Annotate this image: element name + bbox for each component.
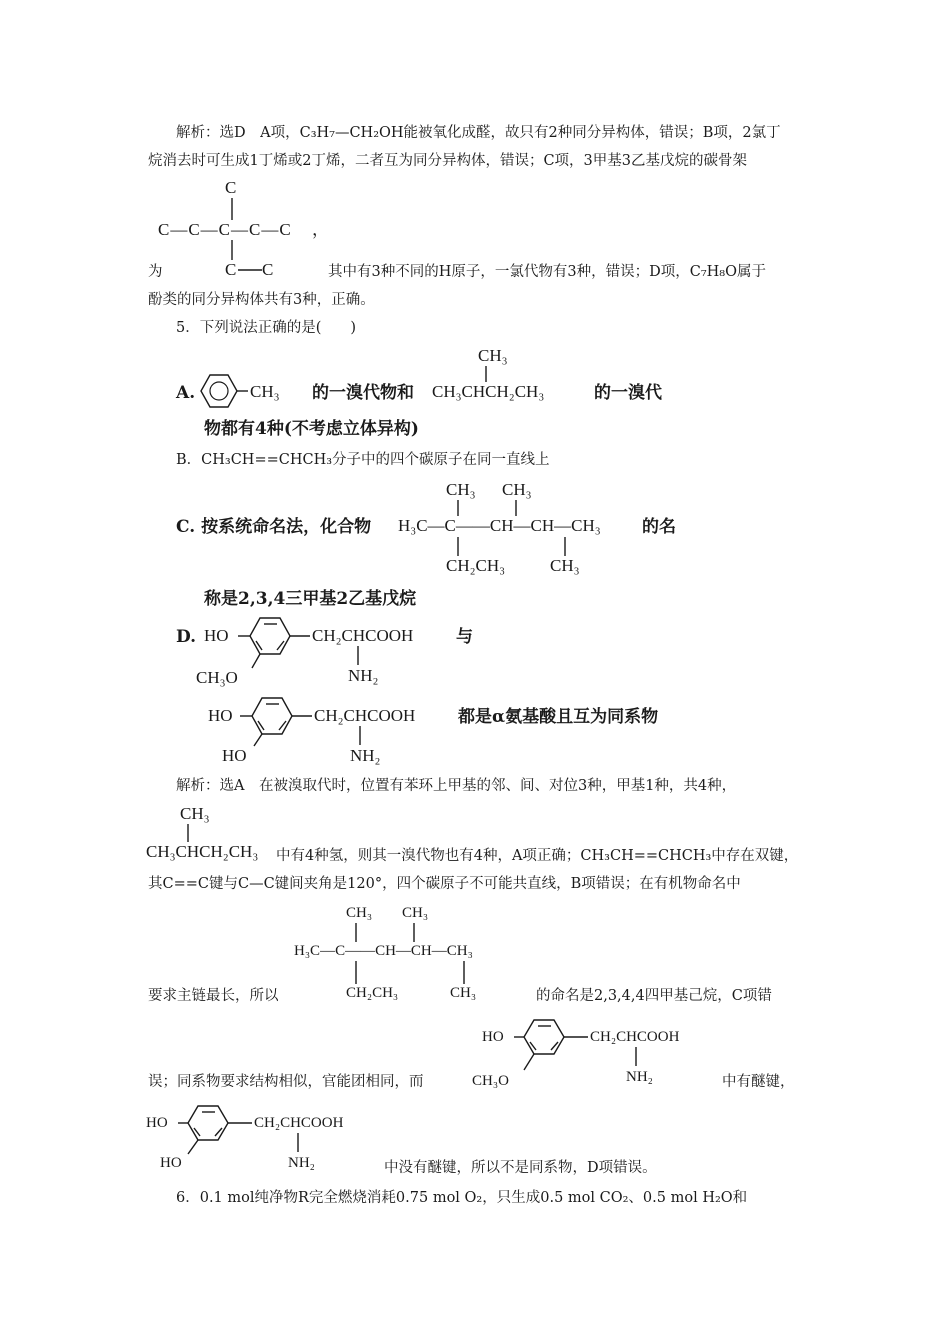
option-d-nh2: NH₂ xyxy=(348,666,379,685)
question5-stem: 5．下列说法正确的是( ) xyxy=(176,320,357,336)
option-a-ch3: CH₃ xyxy=(250,382,280,401)
option-d2-text: 都是α氨基酸且互为同系物 xyxy=(458,707,659,727)
analysis5-line4a: 要求主链最长，所以 xyxy=(148,988,279,1004)
analysis5-chain: CH₃CHCH₂CH₃ xyxy=(146,842,259,861)
option-c-main-chain: H₃C—C——CH—CH—CH₃ xyxy=(398,516,601,535)
option-c-line2: 称是2,3,4三甲基2乙基戊烷 xyxy=(204,589,417,609)
option-b: B．CH₃CH==CHCH₃分子中的四个碳原子在同一直线上 xyxy=(176,452,550,468)
analysis5-d1-ho: HO xyxy=(482,1029,504,1045)
option-d2-ho2: HO xyxy=(222,746,247,765)
analysis5-d2-nh2: NH₂ xyxy=(288,1155,315,1171)
option-a-mid: 的一溴代物和 xyxy=(312,383,414,403)
skeleton-bottom-c1: C xyxy=(225,260,237,279)
analysis5-struct-top-ch3-2: CH₃ xyxy=(402,905,429,921)
option-a-label: A. xyxy=(176,383,196,403)
option-c-post: 的名 xyxy=(642,517,676,537)
analysis5-d1-och3: CH₃O xyxy=(472,1073,509,1089)
option-a-chain: CH₃CHCH₂CH₃ xyxy=(432,382,545,401)
analysis5-top-ch3: CH₃ xyxy=(180,804,210,823)
option-d2-chain: CH₂CHCOOH xyxy=(314,706,416,725)
analysis5-d2-ho: HO xyxy=(146,1115,168,1131)
analysis5-line4b: 的命名是2,3,4,4四甲基己烷，C项错 xyxy=(536,988,772,1004)
option-d2-nh2: NH₂ xyxy=(350,746,381,765)
skeleton-comma: ， xyxy=(312,220,329,239)
analysis5-struct-bottom-ch2ch3: CH₂CH₃ xyxy=(346,985,399,1001)
analysis5-line2: 中有4种氢，则其一溴代物也有4种，A项正确；CH₃CH==CHCH₃中存在双键， xyxy=(276,848,799,864)
analysis4-line2: 烷消去时可生成1丁烯或2丁烯，二者互为同分异构体，错误；C项，3甲基3乙基戊烷的碳骨架 xyxy=(148,153,747,169)
analysis5-d2-chain: CH₂CHCOOH xyxy=(254,1115,344,1131)
skeleton-main-row: C—C—C—C—C xyxy=(158,220,292,239)
option-d-och3: CH₃O xyxy=(196,668,238,687)
option-a-top-ch3: CH₃ xyxy=(478,346,508,365)
analysis5-d1-nh2: NH₂ xyxy=(626,1069,653,1085)
option-c-bottom-ch2ch3: CH₂CH₃ xyxy=(446,556,506,575)
analysis5-struct-main: H₃C—C——CH—CH—CH₃ xyxy=(294,943,473,959)
option-c-prefix: C. 按系统命名法，化合物 xyxy=(176,517,372,537)
analysis4-line4: 酚类的同分异构体共有3种，正确。 xyxy=(148,292,375,308)
option-d-yu: 与 xyxy=(456,627,473,647)
option-c-top-ch3-1: CH₃ xyxy=(446,480,476,499)
option-d-chain: CH₂CHCOOH xyxy=(312,626,414,645)
skeleton-bottom-c2: C xyxy=(262,260,274,279)
analysis5-d2-ho2: HO xyxy=(160,1155,182,1171)
option-c-bottom-ch3: CH₃ xyxy=(550,556,580,575)
analysis5-line5b: 中有醚键， xyxy=(722,1074,795,1090)
option-a-end: 的一溴代 xyxy=(594,383,662,403)
analysis5-line3: 其C==C键与C—C键间夹角是120°，四个碳原子不可能共直线，B项错误；在有机物命名中 xyxy=(148,876,741,892)
analysis5-struct-bottom-ch3: CH₃ xyxy=(450,985,477,1001)
analysis4-line1: 解析：选D A项，C₃H₇—CH₂OH能被氧化成醛，故只有2种同分异构体，错误；B项，2氯丁 xyxy=(176,125,781,141)
skeleton-top-c: C xyxy=(225,178,237,197)
analysis4-line3: 其中有3种不同的H原子，一氯代物有3种，错误；D项，C₇H₈O属于 xyxy=(328,264,766,280)
option-a-line2: 物都有4种(不考虑立体异构) xyxy=(204,419,419,439)
option-c-top-ch3-2: CH₃ xyxy=(502,480,532,499)
analysis5-struct-top-ch3-1: CH₃ xyxy=(346,905,373,921)
option-d-label: D. xyxy=(176,627,197,647)
question6-stem: 6．0.1 mol纯净物R完全燃烧消耗0.75 mol O₂，只生成0.5 mol CO₂、0.5 mol H₂O和 xyxy=(176,1190,748,1206)
option-d-ho: HO xyxy=(204,626,229,645)
analysis5-d1-chain: CH₂CHCOOH xyxy=(590,1029,680,1045)
analysis4-wei: 为 xyxy=(148,264,163,280)
analysis5-line1: 解析：选A 在被溴取代时，位置有苯环上甲基的邻、间、对位3种，甲基1种，共4种， xyxy=(176,778,737,794)
analysis5-line5a: 误；同系物要求结构相似，官能团相同，而 xyxy=(148,1074,424,1090)
option-d2-ho: HO xyxy=(208,706,233,725)
analysis5-line6: 中没有醚键，所以不是同系物，D项错误。 xyxy=(384,1160,657,1176)
